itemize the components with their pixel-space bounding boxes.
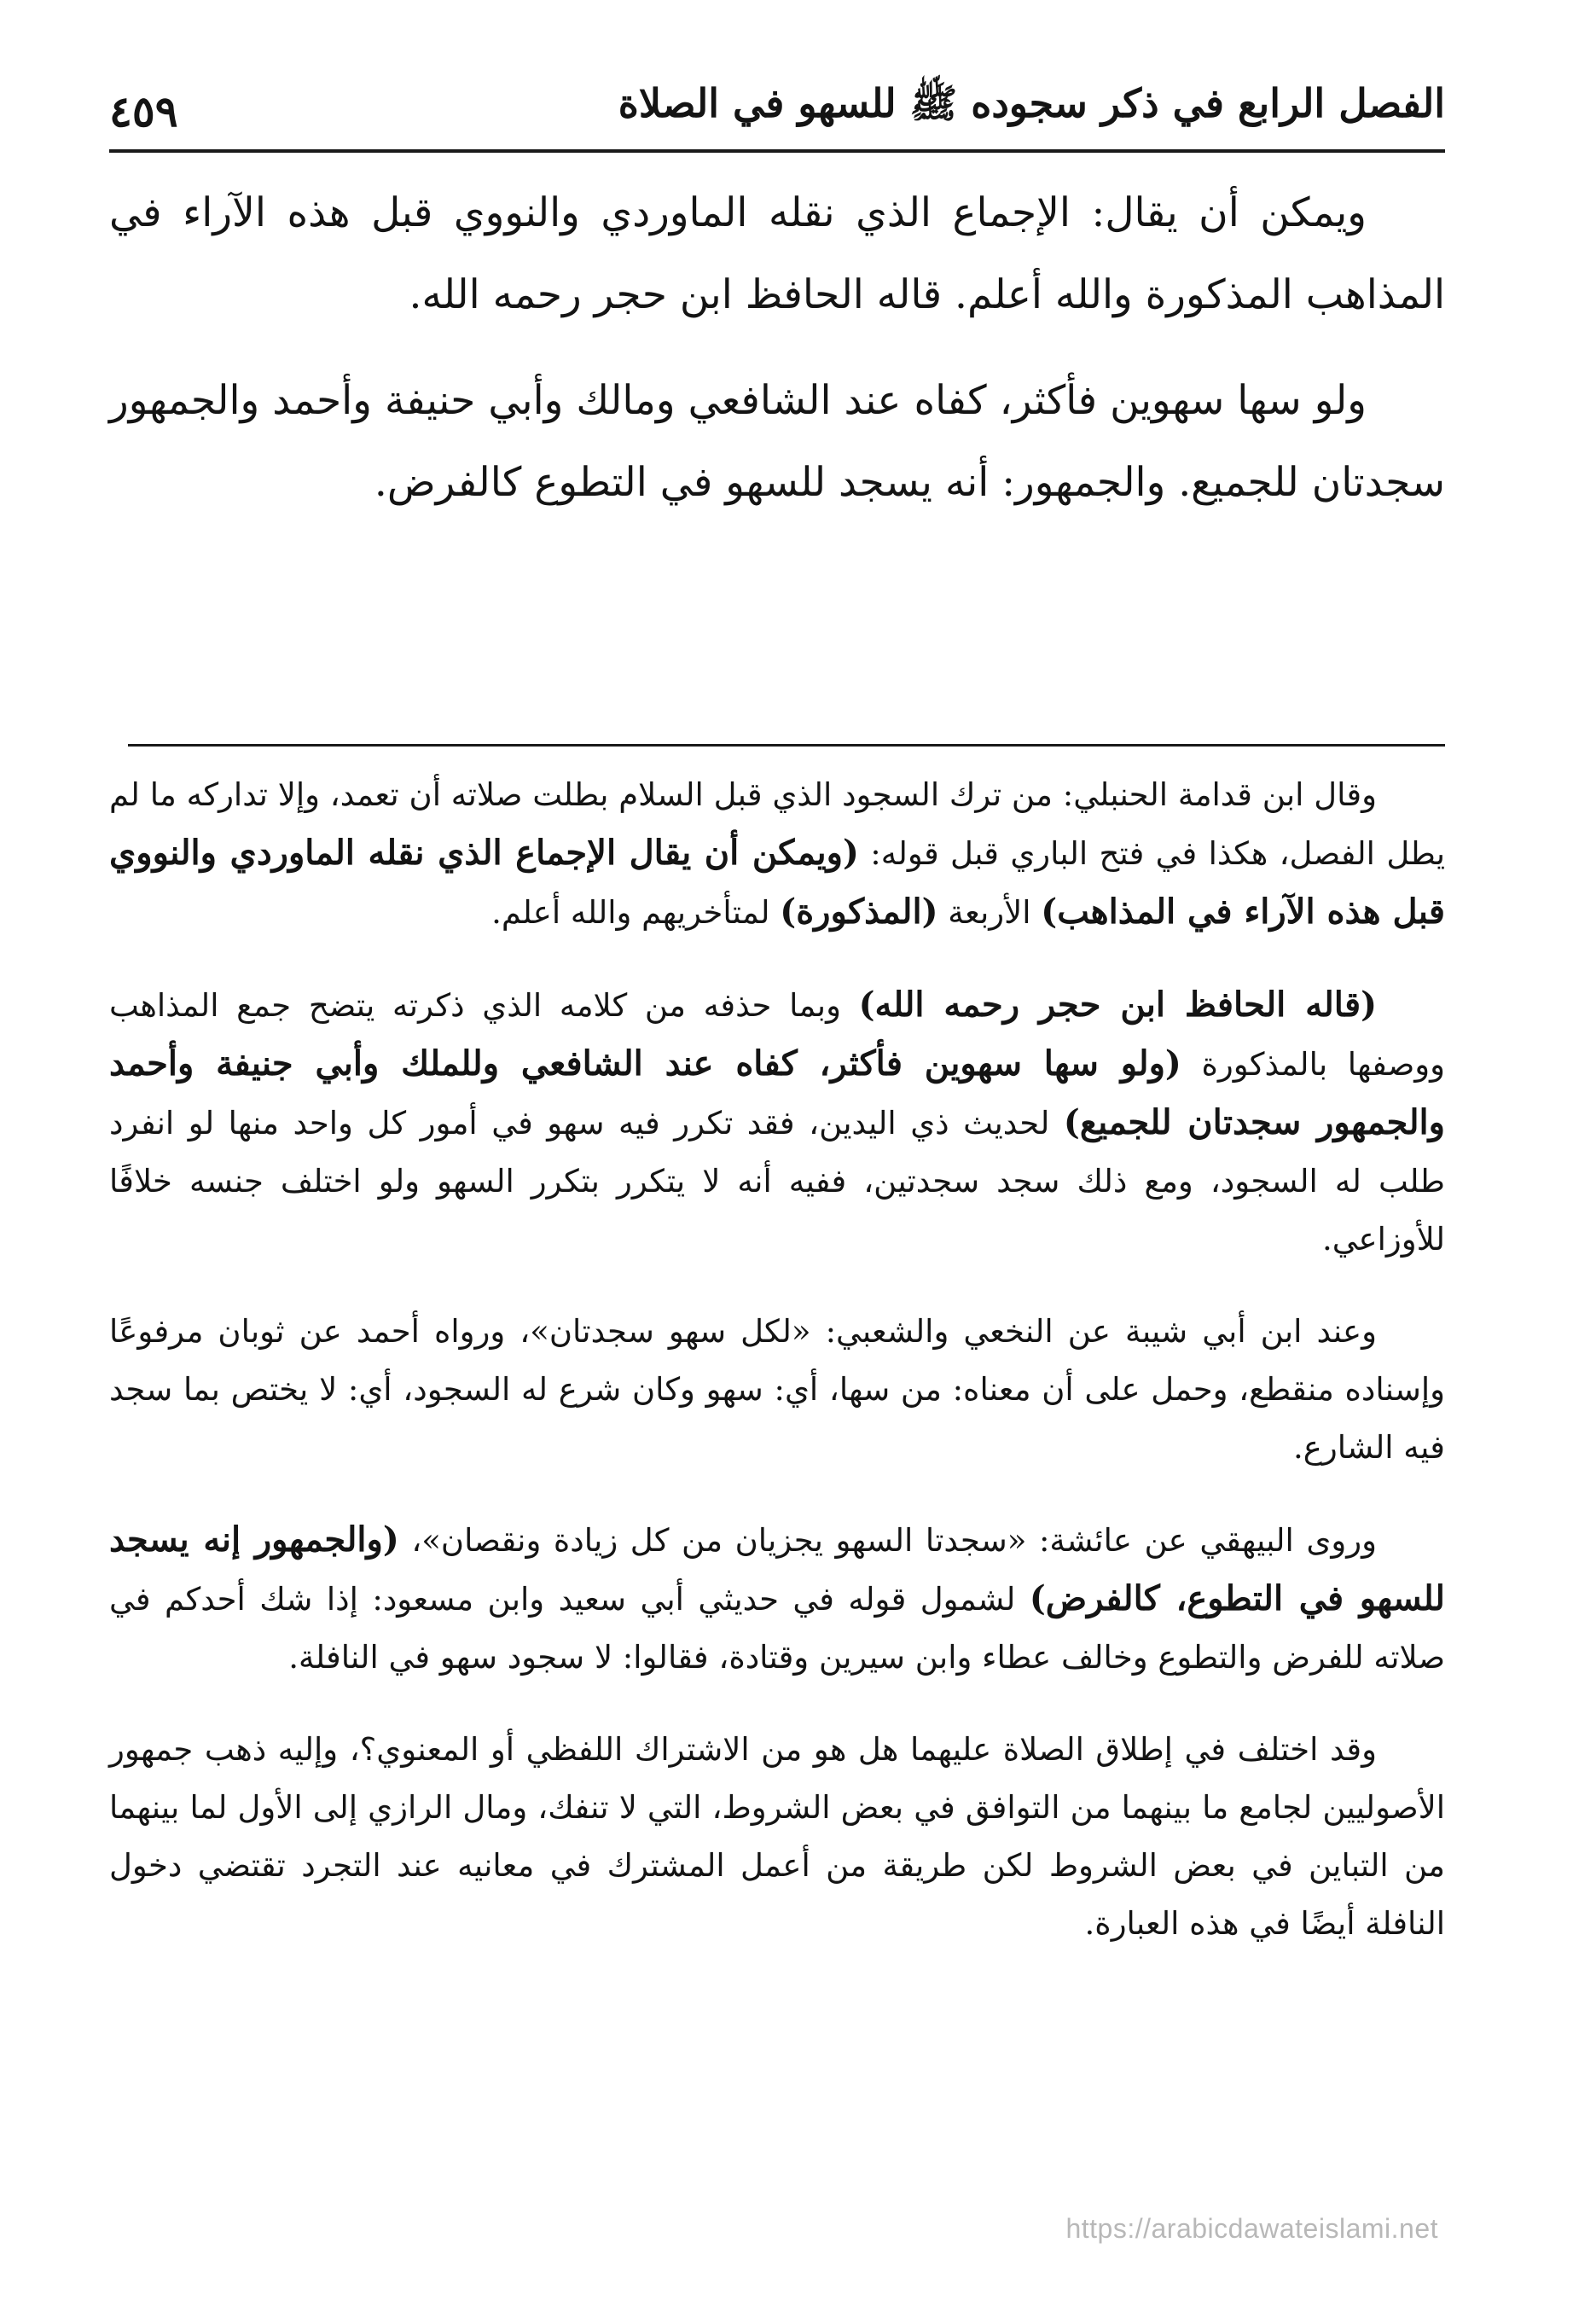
footnotes bbox=[109, 766, 1445, 1987]
running-title: الفصل الرابع في ذكر سجوده ﷺ للسهو في الصلاة bbox=[618, 80, 1445, 126]
footnote-paragraph bbox=[109, 976, 1445, 1269]
footnote-paragraph: وعند ابن أبي شيبة عن النخعي والشعبي: «لكل سهو سجدتان»، ورواه أحمد عن ثوبان مرفوعًا وإسناده منقطع، وحمل على أن معناه: من سها، أي: سهو وكان شرع له السجود، أي: لا يختص بما سجد فيه الشارع. bbox=[109, 1313, 1445, 1466]
main-paragraph: ويمكن أن يقال: الإجماع الذي نقله الماوردي والنووي قبل هذه الآراء في المذاهب المذكورة والله أعلم. قاله الحافظ ابن حجر رحمه الله. bbox=[109, 189, 1445, 318]
footnote-paragraph bbox=[109, 766, 1445, 942]
commentary-text: وبما حذفه من كلامه الذي ذكرته يتضح جمع المذاهب ووصفها بالمذكورة bbox=[109, 987, 1446, 1083]
quoted-matn: (ويمكن أن يقال الإجماع الذي نقله الماوردي والنووي قبل هذه الآراء في المذاهب) bbox=[109, 833, 1445, 932]
commentary-text: لمتأخريهم والله أعلم. bbox=[491, 894, 781, 931]
main-paragraph: ولو سها سهوين فأكثر، كفاه عند الشافعي ومالك وأبي حنيفة وأحمد والجمهور سجدتان للجميع. والجمهور: أنه يسجد للسهو في التطوع كالفرض. bbox=[109, 377, 1445, 506]
commentary-text: لحديث ذي اليدين، فقد تكرر فيه سهو في أمور كل واحد منها لو انفرد طلب له السجود، ومع ذلك سجد سجدتين، ففيه أنه لا يتكرر بتكرر السهو ولو اختلف جنسه خلافًا للأوزاعي. bbox=[109, 1105, 1445, 1258]
commentary-text: الأربعة bbox=[937, 894, 1042, 931]
quoted-matn: (والجمهور إنه يسجد للسهو في التطوع، كالفرض) bbox=[109, 1519, 1445, 1618]
commentary-text: لشمول قوله في حديثي أبي سعيد وابن مسعود: إذا شك أحدكم في صلاته للفرض والتطوع وخالف عطاء وابن سيرين وقتادة، فقالوا: لا سجود سهو في النافلة. bbox=[109, 1581, 1445, 1676]
page-number: ٤٥٩ bbox=[109, 86, 178, 137]
quoted-matn: (قاله الحافظ ابن حجر رحمه الله) bbox=[858, 985, 1377, 1025]
footnote-paragraph bbox=[109, 1511, 1445, 1687]
watermark-url: https://arabicdawateislami.net bbox=[1065, 2213, 1438, 2244]
quoted-matn: (المذكورة) bbox=[780, 892, 938, 932]
quoted-matn: (ولو سها سهوين فأكثر، كفاه عند الشافعي وللملك وأبي جنيفة وأحمد والجمهور سجدتان للجميع) bbox=[109, 1043, 1445, 1142]
header-rule bbox=[109, 149, 1445, 153]
footnote-separator bbox=[128, 744, 1445, 747]
commentary-text: وروى البيهقي عن عائشة: «سجدتا السهو يجزيان من كل زيادة ونقصان»، bbox=[398, 1522, 1377, 1559]
running-header bbox=[109, 75, 1445, 137]
main-text bbox=[109, 172, 1445, 548]
commentary-text: وقال ابن قدامة الحنبلي: من ترك السجود الذي قبل السلام بطلت صلاته أن تعمد، وإلا تداركه ما لم يطل الفصل، هكذا في فتح الباري قبل قوله: bbox=[109, 776, 1445, 872]
footnote-paragraph: وقد اختلف في إطلاق الصلاة عليهما هل هو من الاشتراك اللفظي أو المعنوي؟، وإليه ذهب جمهور الأصوليين لجامع ما بينهما من التوافق في بعض الشروط، التي لا تنفك، ومال الرازي إلى الأول لما بينهما من التباين في بعض الشروط لكن طريقة من أعمل المشترك في معانيه عند التجرد تقتضي دخول النافلة أيضًا في هذه العبارة. bbox=[109, 1731, 1445, 1942]
